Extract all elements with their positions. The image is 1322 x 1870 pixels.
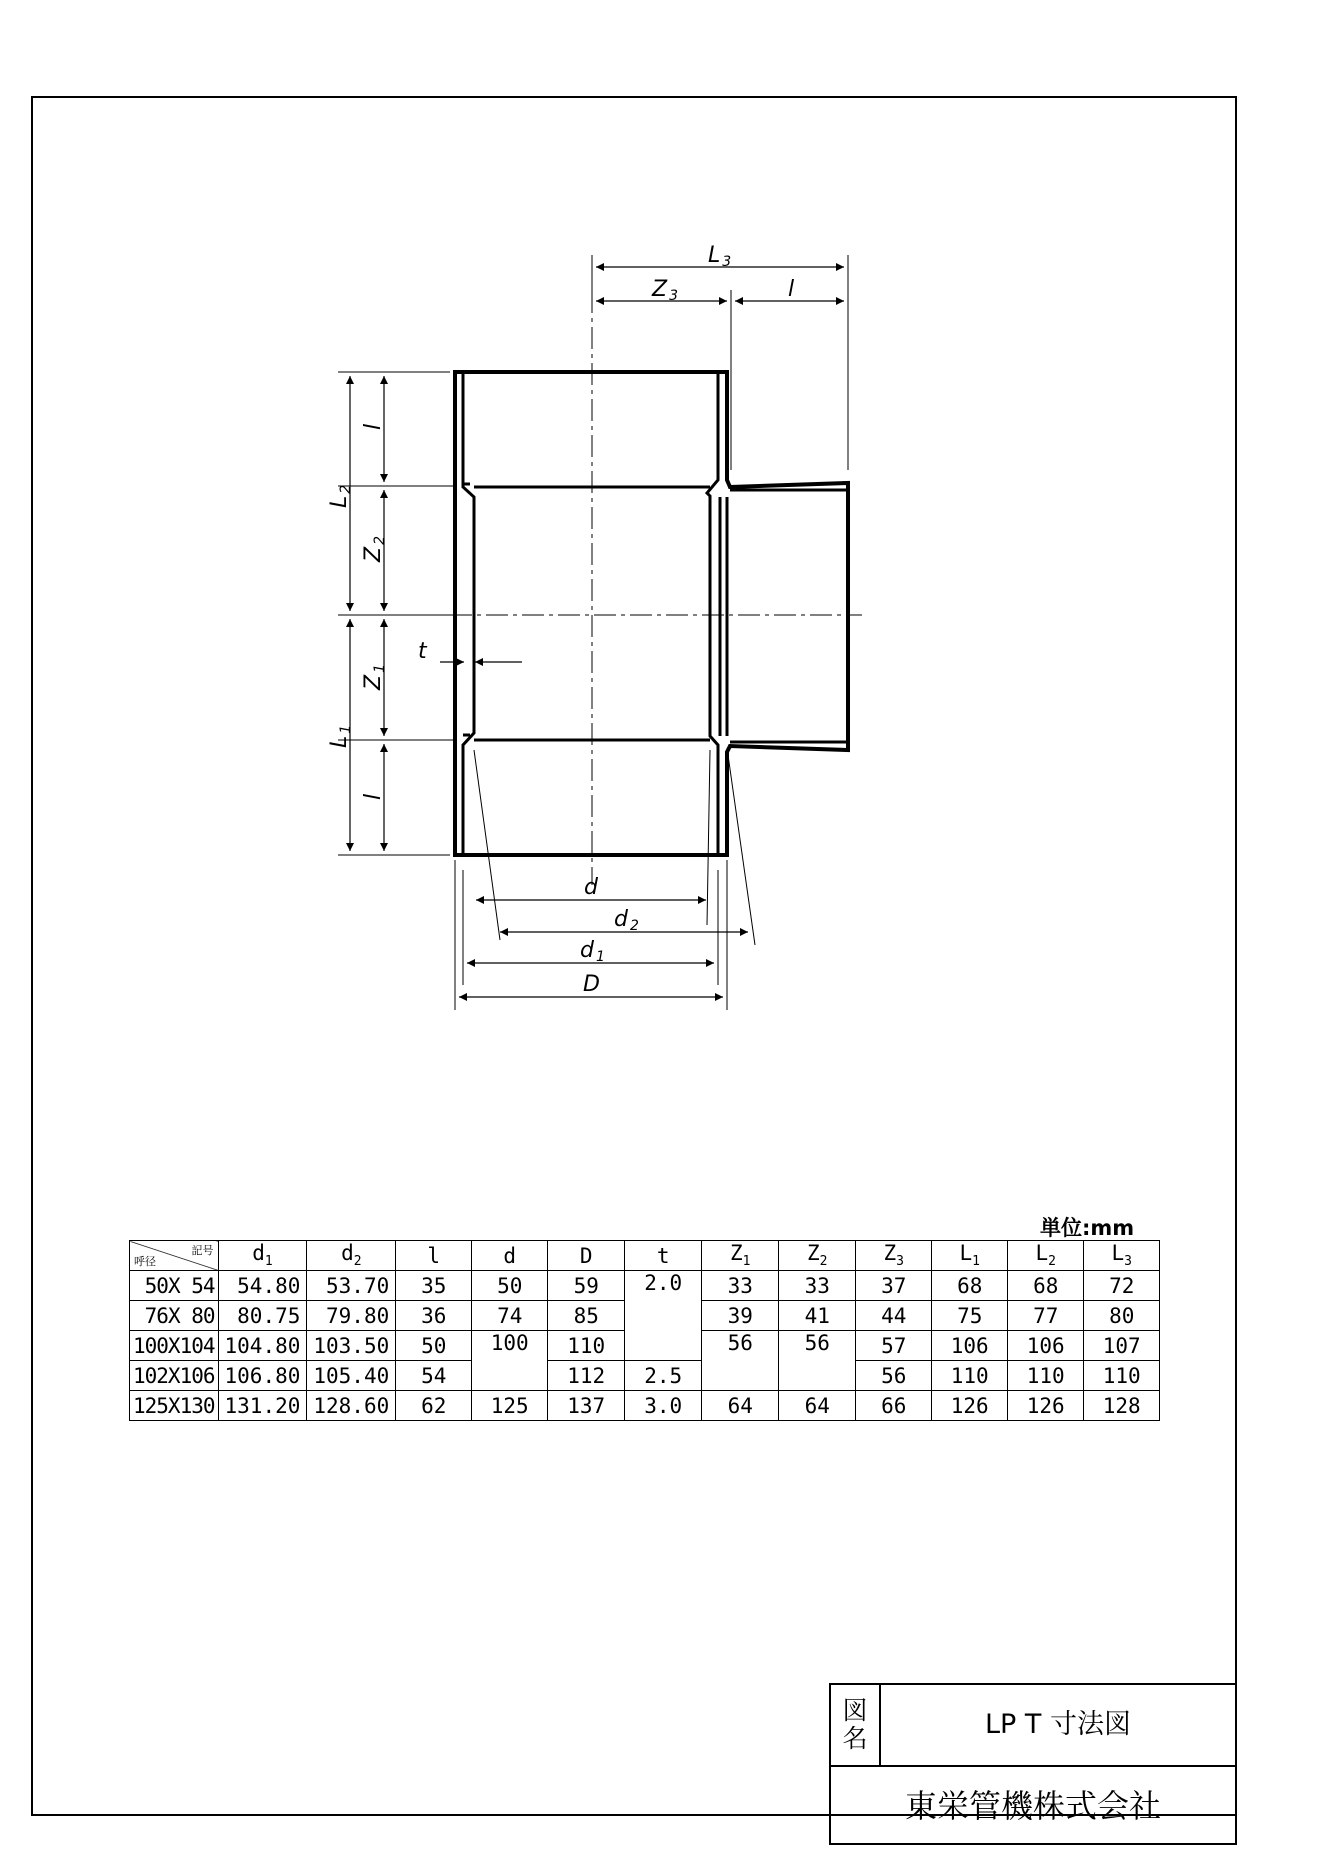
cell-L1: 106	[932, 1331, 1008, 1361]
table-row	[130, 1271, 1160, 1301]
company-name: 東栄管機株式会社	[904, 1787, 1161, 1825]
header-Z3: $Z_3$	[856, 1241, 932, 1271]
cell-t: 2.0	[625, 1271, 702, 1361]
cell-L3: 107	[1084, 1331, 1160, 1361]
dim-d2: d 2	[614, 907, 639, 934]
cell-Z3: 56	[856, 1361, 932, 1391]
header-Z1: $Z_1$	[702, 1241, 779, 1271]
cell-nominal: 125X130	[130, 1391, 219, 1421]
cell-Z3: 37	[856, 1271, 932, 1301]
cell-l: 50	[396, 1331, 472, 1361]
cell-D: 85	[548, 1301, 625, 1331]
cell-Z3: 44	[856, 1301, 932, 1331]
cell-d1: 106.80	[218, 1361, 307, 1391]
cell-nominal: 50X 54	[130, 1271, 219, 1301]
table-row	[130, 1361, 1160, 1391]
dim-Z2: Z2	[361, 536, 388, 562]
cell-l: 54	[396, 1361, 472, 1391]
header-l: l	[396, 1241, 472, 1271]
header-t: t	[625, 1241, 702, 1271]
cell-d2: 53.70	[307, 1271, 396, 1301]
dim-d: d	[584, 875, 598, 900]
dim-L2: L2	[327, 484, 354, 508]
cell-l: 35	[396, 1271, 472, 1301]
label-line-2: 名	[842, 1724, 868, 1753]
dimension-spec-table	[129, 1240, 1160, 1421]
dim-Z1: Z1	[361, 664, 388, 690]
cell-l: 62	[396, 1391, 472, 1421]
header-D: D	[548, 1241, 625, 1271]
fitting-inner-lines	[463, 372, 848, 855]
cell-nominal: 102X106	[130, 1361, 219, 1391]
cell-Z2: 41	[779, 1301, 856, 1331]
cell-L1: 75	[932, 1301, 1008, 1331]
unit-label: 単位:mm	[1040, 1216, 1135, 1240]
cell-L3: 72	[1084, 1271, 1160, 1301]
table-header-row	[130, 1241, 1160, 1271]
header-d2: $d_2$	[307, 1241, 396, 1271]
header-L2: $L_2$	[1008, 1241, 1084, 1271]
header-L3: $L_3$	[1084, 1241, 1160, 1271]
cell-Z2: 64	[779, 1391, 856, 1421]
cell-nominal: 100X104	[130, 1331, 219, 1361]
center-lines	[342, 255, 862, 885]
cell-d2: 128.60	[307, 1391, 396, 1421]
cell-d1: 54.80	[218, 1271, 307, 1301]
cell-D: 110	[548, 1331, 625, 1361]
dim-Z3: Z 3	[652, 277, 678, 304]
cell-L1: 110	[932, 1361, 1008, 1391]
cell-t: 3.0	[625, 1391, 702, 1421]
header-d1: $d_1$	[218, 1241, 307, 1271]
cell-d: 125	[472, 1391, 548, 1421]
label-line-1: 図	[842, 1696, 868, 1725]
cell-D: 59	[548, 1271, 625, 1301]
cell-L3: 80	[1084, 1301, 1160, 1331]
header-L1: $L_1$	[932, 1241, 1008, 1271]
table-corner-header	[130, 1241, 219, 1271]
cell-d1: 80.75	[218, 1301, 307, 1331]
cell-L2: 77	[1008, 1301, 1084, 1331]
dim-L1: L1	[327, 724, 354, 748]
dim-D: D	[583, 972, 600, 997]
cell-nominal: 76X 80	[130, 1301, 219, 1331]
cell-d: 50	[472, 1271, 548, 1301]
dimension-texts	[327, 243, 794, 997]
cell-Z3: 66	[856, 1391, 932, 1421]
cell-L2: 126	[1008, 1391, 1084, 1421]
table-row	[130, 1391, 1160, 1421]
corner-symbol-label: 記号	[191, 1244, 214, 1257]
cell-l: 36	[396, 1301, 472, 1331]
cell-d1: 104.80	[218, 1331, 307, 1361]
cell-Z3: 57	[856, 1331, 932, 1361]
cell-Z1: 33	[702, 1271, 779, 1301]
cell-L2: 110	[1008, 1361, 1084, 1391]
cell-Z1: 56	[702, 1331, 779, 1391]
cell-Z2: 56	[779, 1331, 856, 1391]
cell-L2: 68	[1008, 1271, 1084, 1301]
cell-Z1: 64	[702, 1391, 779, 1421]
dim-t: t	[418, 639, 427, 664]
cell-D: 112	[548, 1361, 625, 1391]
cell-Z2: 33	[779, 1271, 856, 1301]
title-block	[829, 1683, 1237, 1845]
cell-L1: 68	[932, 1271, 1008, 1301]
drawing-title: LP T 寸法図	[881, 1685, 1235, 1767]
dim-l-top: l	[788, 277, 795, 302]
corner-nominal-label: 呼径	[134, 1255, 156, 1268]
cell-d: 100	[472, 1331, 548, 1391]
cell-L3: 128	[1084, 1391, 1160, 1421]
drawing-name-label	[831, 1685, 881, 1767]
cell-d2: 105.40	[307, 1361, 396, 1391]
cell-t: 2.5	[625, 1361, 702, 1391]
dim-l-left-top: l	[361, 423, 386, 430]
cell-Z1: 39	[702, 1301, 779, 1331]
header-Z2: $Z_2$	[779, 1241, 856, 1271]
cell-D: 137	[548, 1391, 625, 1421]
dim-d1: d 1	[580, 938, 605, 965]
dim-l-left-bottom: l	[361, 793, 386, 800]
cell-L3: 110	[1084, 1361, 1160, 1391]
cell-L2: 106	[1008, 1331, 1084, 1361]
header-d: d	[472, 1241, 548, 1271]
cell-L1: 126	[932, 1391, 1008, 1421]
fitting-outline	[455, 372, 848, 855]
cell-d2: 79.80	[307, 1301, 396, 1331]
dim-L3: L 3	[708, 243, 732, 270]
cell-d2: 103.50	[307, 1331, 396, 1361]
cell-d: 74	[472, 1301, 548, 1331]
cell-d1: 131.20	[218, 1391, 307, 1421]
